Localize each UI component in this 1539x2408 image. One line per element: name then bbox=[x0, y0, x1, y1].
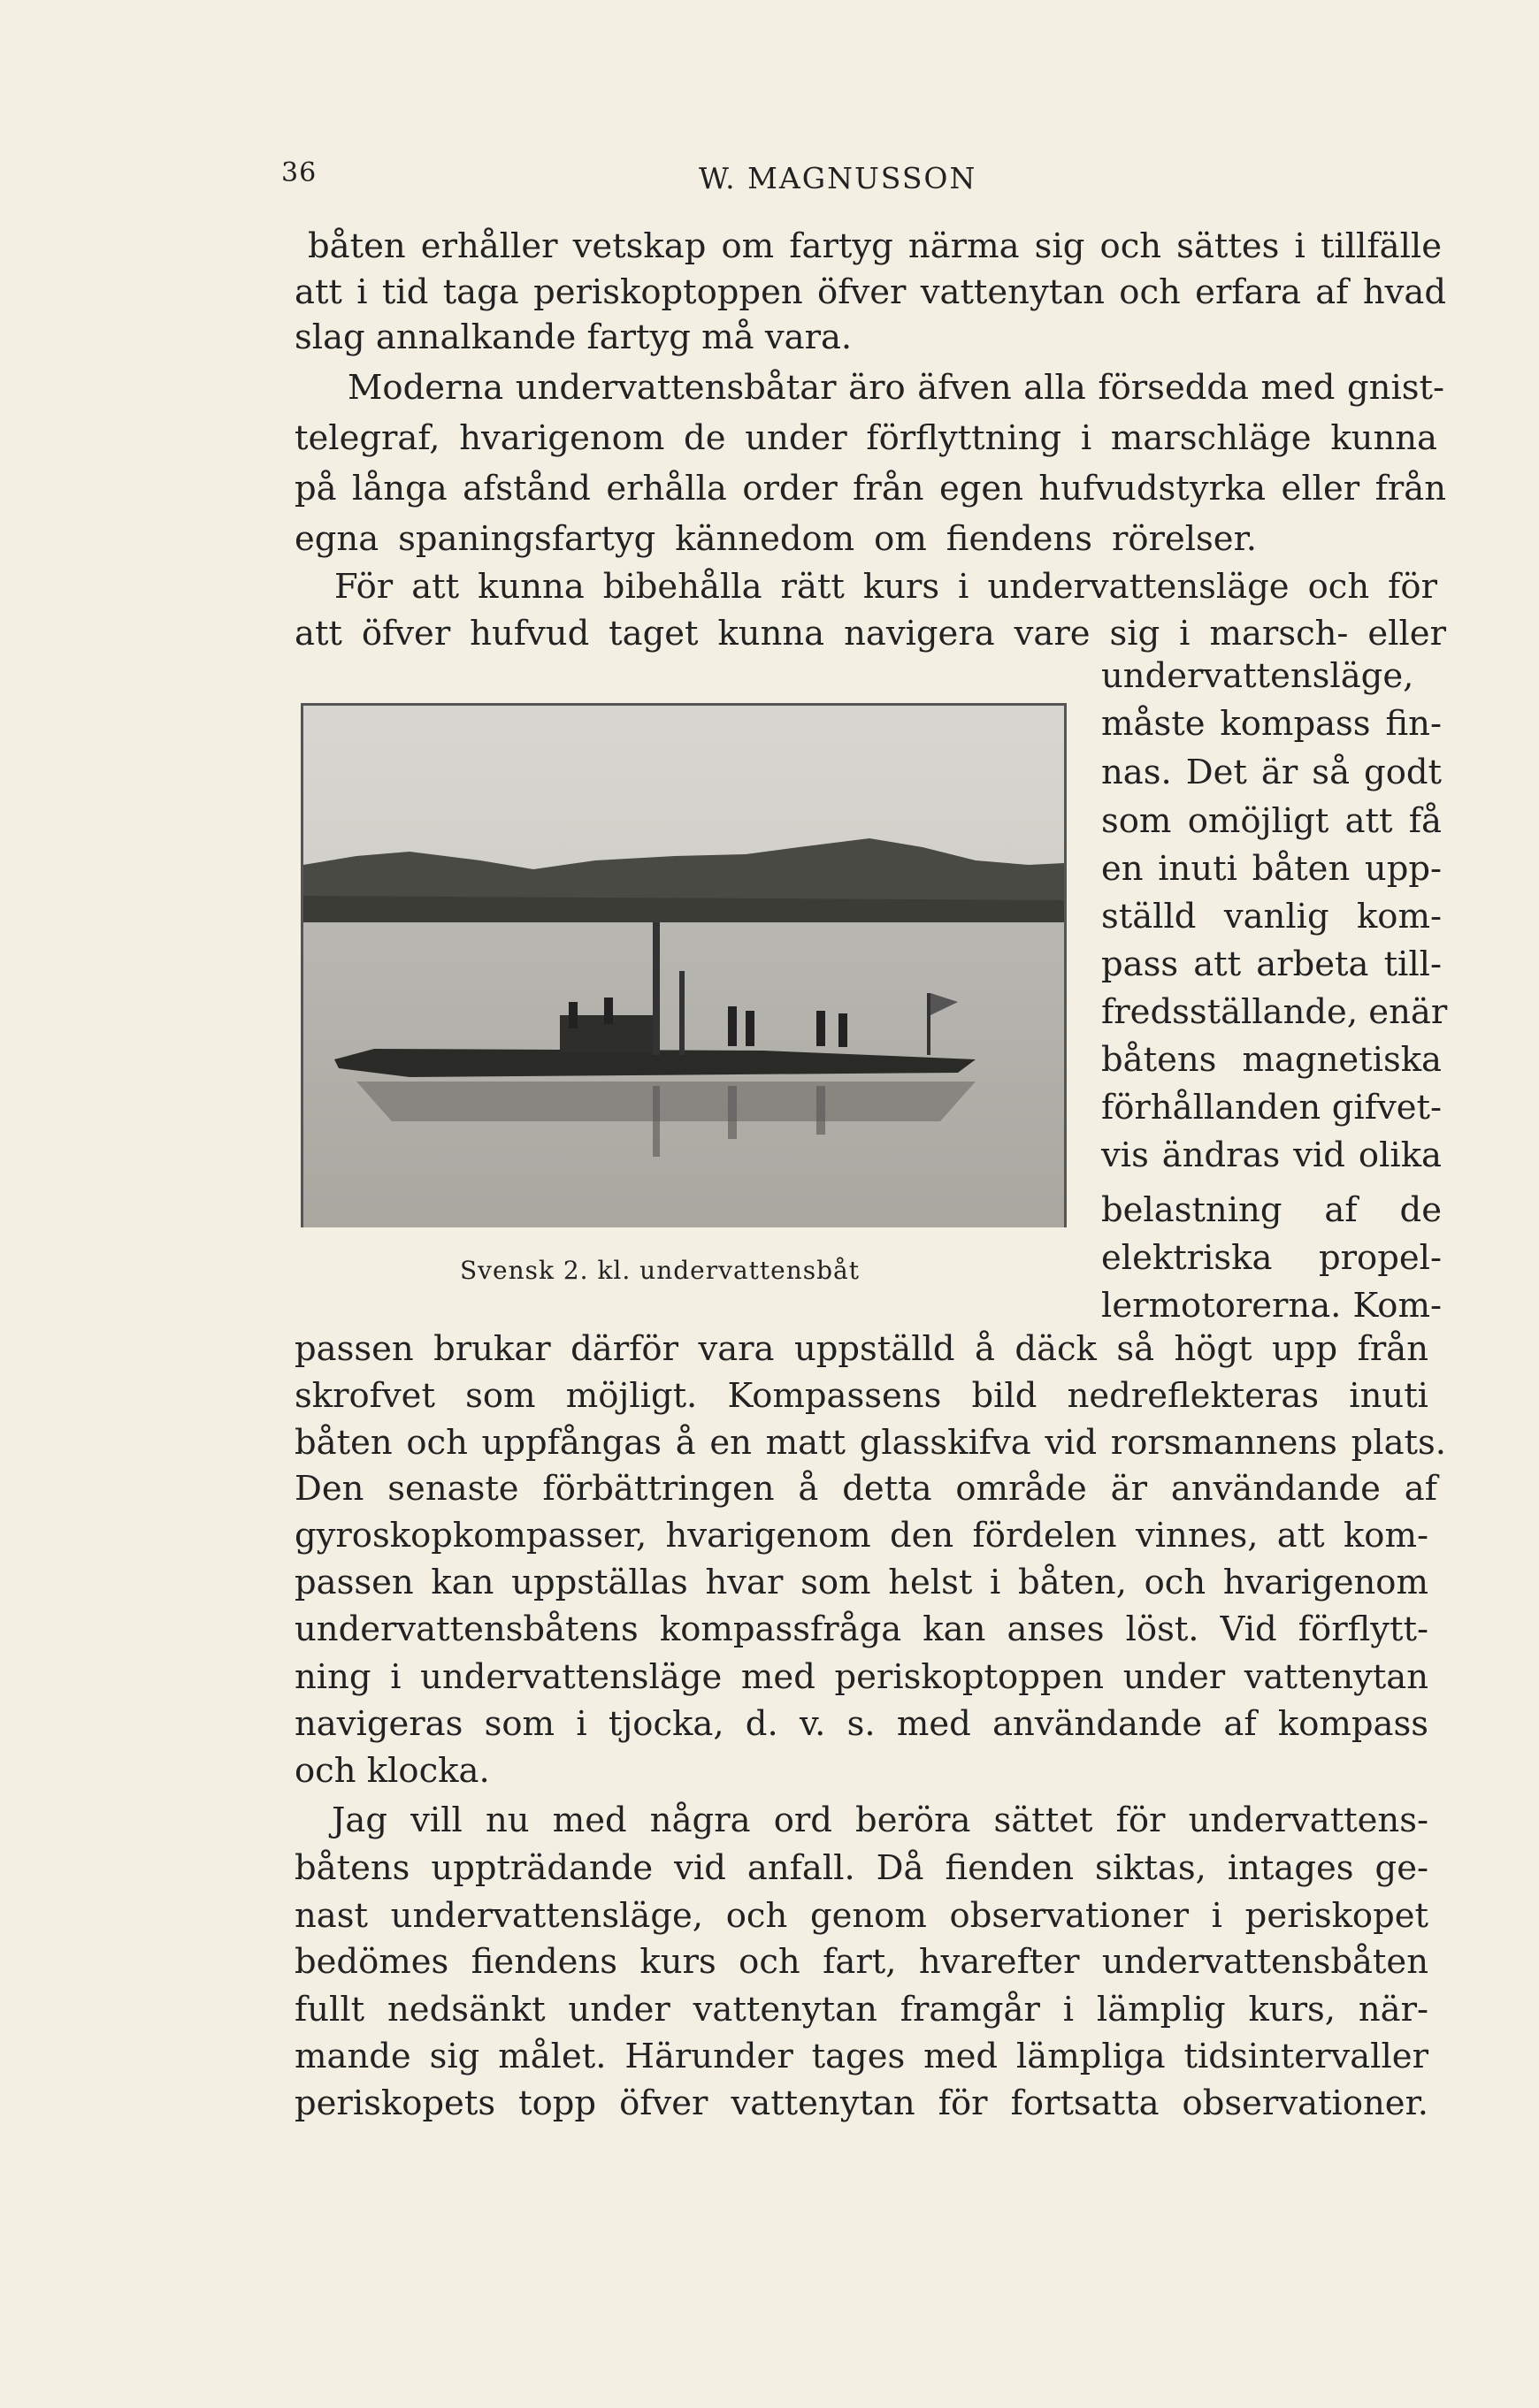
text-line: båten och uppfångas å en matt glasskifva vid rorsmannens plats. bbox=[295, 1423, 1446, 1463]
side-text-line: lermotorerna. Kom- bbox=[1101, 1286, 1442, 1326]
text-line: navigeras som i tjocka, d. v. s. med användande af kompass bbox=[295, 1704, 1428, 1744]
text-line: på långa afstånd erhålla order från egen hufvudstyrka eller från bbox=[295, 469, 1446, 508]
text-line: fullt nedsänkt under vattenytan framgår i lämplig kurs, när- bbox=[295, 1990, 1428, 2030]
text-line: bedömes fiendens kurs och fart, hvarefter undervattensbåten bbox=[295, 1942, 1428, 1982]
text-line: ning i undervattensläge med periskoptoppen under vattenytan bbox=[295, 1657, 1428, 1697]
text-line: båten erhåller vetskap om fartyg närma sig och sättes i tillfälle bbox=[308, 226, 1442, 266]
side-text-line: fredsställande, enär bbox=[1101, 992, 1448, 1032]
text-line: Den senaste förbättringen å detta område är användande af bbox=[295, 1469, 1437, 1509]
side-text-line: en inuti båten upp- bbox=[1101, 849, 1442, 889]
text-line: nast undervattensläge, och genom observationer i periskopet bbox=[295, 1896, 1428, 1936]
submarine-photo bbox=[303, 706, 1064, 1227]
side-text-line: måste kompass fin- bbox=[1101, 704, 1442, 744]
text-line: att öfver hufvud taget kunna navigera vare sig i marsch- eller bbox=[295, 614, 1446, 654]
running-header-author: W. MAGNUSSON bbox=[699, 161, 977, 195]
text-line: och klocka. bbox=[295, 1751, 490, 1791]
page-number: 36 bbox=[281, 157, 318, 188]
side-text-line: nas. Det är så godt bbox=[1101, 753, 1442, 792]
text-line: Moderna undervattensbåtar äro äfven alla försedda med gnist- bbox=[348, 368, 1444, 408]
text-line: För att kunna bibehålla rätt kurs i undervattensläge och för bbox=[334, 567, 1437, 607]
side-text-line: som omöjligt att få bbox=[1101, 801, 1442, 841]
text-line: undervattensbåtens kompassfråga kan anses löst. Vid förflytt- bbox=[295, 1609, 1428, 1649]
text-line: båtens uppträdande vid anfall. Då fienden siktas, intages ge- bbox=[295, 1848, 1428, 1888]
text-line: mande sig målet. Härunder tages med lämpliga tidsintervaller bbox=[295, 2037, 1428, 2076]
text-line: slag annalkande fartyg må vara. bbox=[295, 317, 853, 357]
side-text-line: belastning af de bbox=[1101, 1190, 1442, 1230]
side-text-line: båtens magnetiska bbox=[1101, 1040, 1442, 1080]
side-text-line: undervattensläge, bbox=[1101, 656, 1414, 696]
figure-photo-frame bbox=[301, 703, 1067, 1227]
figure-caption: Svensk 2. kl. undervattensbåt bbox=[460, 1256, 860, 1285]
side-text-line: vis ändras vid olika bbox=[1101, 1135, 1442, 1175]
text-line: periskopets topp öfver vattenytan för fortsatta observationer. bbox=[295, 2083, 1428, 2123]
text-line: egna spaningsfartyg kännedom om fiendens rörelser. bbox=[295, 519, 1257, 559]
text-line: passen brukar därför vara uppställd å däck så högt upp från bbox=[295, 1329, 1428, 1369]
text-line: gyroskopkompasser, hvarigenom den fördelen vinnes, att kom- bbox=[295, 1516, 1428, 1556]
text-line: att i tid taga periskoptoppen öfver vattenytan och erfara af hvad bbox=[295, 272, 1446, 312]
text-line: passen kan uppställas hvar som helst i båten, och hvarigenom bbox=[295, 1563, 1428, 1602]
text-line: skrofvet som möjligt. Kompassens bild nedreflekteras inuti bbox=[295, 1376, 1428, 1416]
text-line: Jag vill nu med några ord beröra sättet för undervattens- bbox=[332, 1800, 1428, 1840]
text-line: telegraf, hvarigenom de under förflyttning i marschläge kunna bbox=[295, 418, 1437, 458]
side-text-line: pass att arbeta till- bbox=[1101, 944, 1442, 984]
side-text-line: elektriska propel- bbox=[1101, 1238, 1442, 1278]
side-text-line: förhållanden gifvet- bbox=[1101, 1088, 1442, 1128]
side-text-line: ställd vanlig kom- bbox=[1101, 897, 1442, 936]
